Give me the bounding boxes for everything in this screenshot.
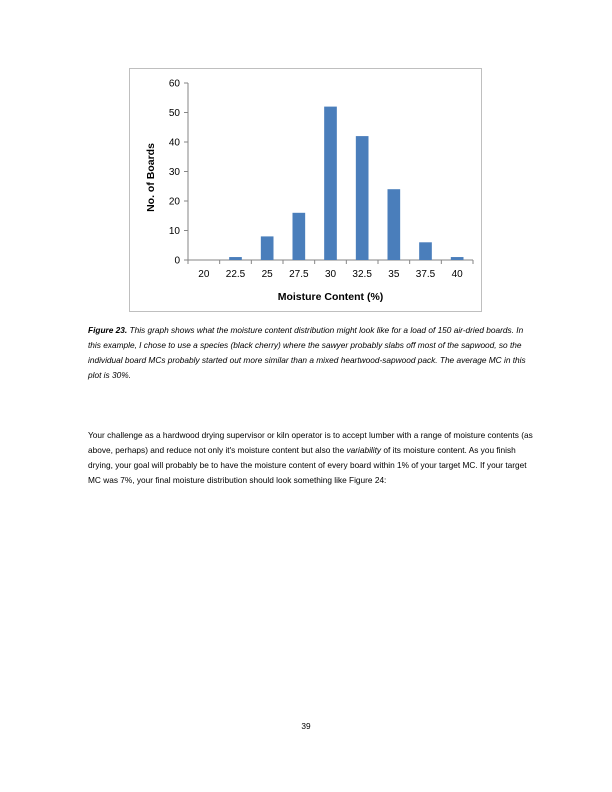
x-tick-label: 25 (261, 269, 273, 280)
bar (419, 242, 432, 260)
y-tick-label: 20 (168, 196, 180, 208)
page-number: 39 (301, 721, 311, 731)
x-tick-label: 27.5 (289, 269, 309, 280)
y-tick-label: 30 (168, 167, 180, 178)
bar (229, 257, 242, 260)
bar (388, 189, 401, 260)
x-tick-label: 30 (324, 269, 337, 280)
bar (451, 257, 464, 260)
figure-caption (88, 323, 534, 383)
y-tick-label: 50 (168, 108, 180, 119)
x-tick-label: 20 (198, 269, 210, 280)
x-tick-label: 37.5 (415, 269, 436, 280)
caption-label: Figure 23. (88, 325, 128, 335)
bar (324, 107, 337, 260)
y-tick-label: 10 (168, 226, 180, 237)
x-axis-title: Moisture Content (%) (277, 291, 384, 303)
x-tick-label: 40 (451, 269, 463, 280)
y-axis-title: No. of Boards (145, 143, 157, 212)
body-paragraph (88, 428, 538, 488)
chart-frame (129, 68, 482, 312)
bar (293, 213, 306, 260)
paragraph-after: of its moisture content. As you finish drying, your goal will probably be to have the moisture content of every board within 1% of your target MC. If your target MC was 7%, your final moisture distribution should look something like Figure 24: (88, 445, 527, 485)
y-tick-label: 0 (174, 255, 180, 267)
caption-text: This graph shows what the moisture content distribution might look like for a load of 150 air-dried boards. In this example, I chose to use a species (black cherry) where the sawyer probably slabs off most of the sapwood, so the individual board MCs probably started out more similar than a mixed heartwood-sapwood pack. The average MC in this plot is 30%. (88, 325, 526, 380)
x-tick-label: 32.5 (352, 269, 372, 280)
y-tick-label: 40 (168, 137, 180, 149)
bar (356, 136, 369, 260)
moisture-bar-chart (130, 69, 483, 313)
x-tick-label: 22.5 (225, 269, 246, 280)
y-tick-label: 60 (168, 78, 180, 90)
paragraph-emphasis: variability (346, 445, 382, 455)
paragraph-before: Your challenge as a hardwood drying supervisor or kiln operator is to accept lumber with a range of moisture contents (as above, perhaps) and reduce not only it's moisture content but also the (88, 430, 533, 455)
x-tick-label: 35 (388, 269, 400, 280)
bar (261, 236, 274, 260)
